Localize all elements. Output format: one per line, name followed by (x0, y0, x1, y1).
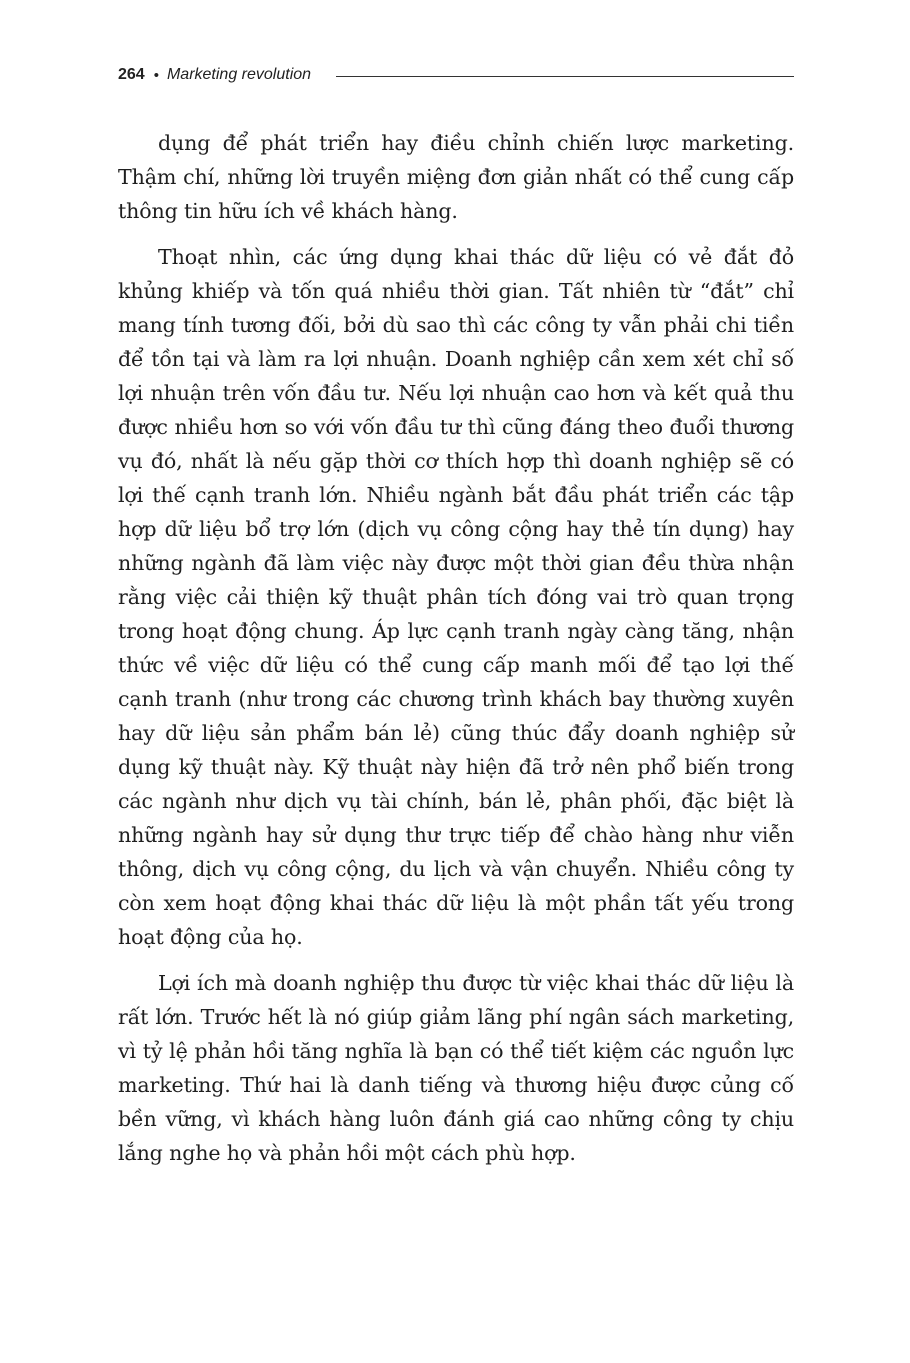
header-rule (336, 76, 794, 77)
page-number: 264 (118, 66, 145, 83)
header-separator: • (153, 66, 159, 84)
running-header (118, 64, 794, 86)
paragraph-data-mining-benefits: Lợi ích mà doanh nghiệp thu được từ việc khai thác dữ liệu là rất lớn. Trước hết là nó giúp giảm lãng phí ngân sách marketing, vì tỷ lệ phản hồi tăng nghĩa là bạn có thể tiết kiệm các nguồn lực marketing. Thứ hai là danh tiếng và thương hiệu được củng cố bền vững, vì khách hàng luôn đánh giá cao những công ty chịu lắng nghe họ và phản hồi một cách phù hợp. (118, 971, 794, 1165)
paragraph-continued: dụng để phát triển hay điều chỉnh chiến lược marketing. Thậm chí, những lời truyền miệng đơn giản nhất có thể cung cấp thông tin hữu ích về khách hàng. (118, 131, 794, 223)
body-text (118, 126, 794, 1170)
paragraph-data-mining-cost: Thoạt nhìn, các ứng dụng khai thác dữ liệu có vẻ đắt đỏ khủng khiếp và tốn quá nhiều thời gian. Tất nhiên từ “đắt” chỉ mang tính tương đối, bởi dù sao thì các công ty vẫn phải chi tiền để tồn tại và làm ra lợi nhuận. Doanh nghiệp cần xem xét chỉ số lợi nhuận trên vốn đầu tư. Nếu lợi nhuận cao hơn và kết quả thu được nhiều hơn so với vốn đầu tư thì cũng đáng theo đuổi thương vụ đó, nhất là nếu gặp thời cơ thích hợp thì doanh nghiệp sẽ có lợi thế cạnh tranh lớn. Nhiều ngành bắt đầu phát triển các tập hợp dữ liệu bổ trợ lớn (dịch vụ công cộng hay thẻ tín dụng) hay những ngành đã làm việc này được một thời gian đều thừa nhận rằng việc cải thiện kỹ thuật phân tích đóng vai trò quan trọng trong hoạt động chung. Áp lực cạnh tranh ngày càng tăng, nhận thức về việc dữ liệu có thể cung cấp manh mối để tạo lợi thế cạnh tranh (như trong các chương trình khách bay thường xuyên hay dữ liệu sản phẩm bán lẻ) cũng thúc đẩy doanh nghiệp sử dụng kỹ thuật này. Kỹ thuật này hiện đã trở nên phổ biến trong các ngành như dịch vụ tài chính, bán lẻ, phân phối, đặc biệt là những ngành hay sử dụng thư trực tiếp để chào hàng như viễn thông, dịch vụ công cộng, du lịch và vận chuyển. Nhiều công ty còn xem hoạt động khai thác dữ liệu là một phần tất yếu trong hoạt động của họ. (118, 245, 794, 949)
book-title: Marketing revolution (166, 66, 312, 83)
